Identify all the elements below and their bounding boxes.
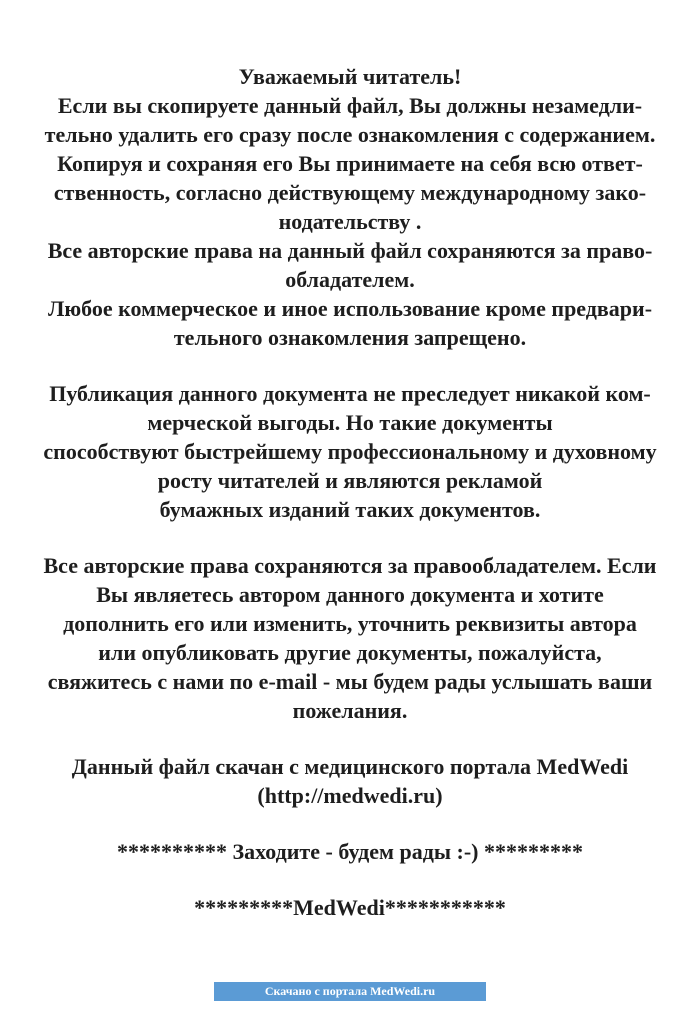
paragraph-2-line: росту читателей и являются рекламой: [157, 468, 543, 493]
source-link[interactable]: (http://medwedi.ru): [257, 783, 443, 808]
paragraph-1-line: ственность, согласно действующему международному зако-: [53, 180, 647, 205]
paragraph-2-line: мерческой выгоды. Но такие документы: [147, 410, 553, 435]
paragraph-1-line: Любое коммерческое и иное использование кроме предвари-: [47, 296, 653, 321]
paragraph-gap: [0, 866, 700, 893]
invite-line: ********** Заходите - будем рады :-) *********: [116, 839, 584, 864]
download-source-banner[interactable]: Скачано с портала MedWedi.ru: [214, 982, 486, 1001]
paragraph-3-line: дополнить его или изменить, уточнить реквизиты автора: [63, 611, 637, 636]
paragraph-2-line: бумажных изданий таких документов.: [159, 497, 541, 522]
paragraph-3-line: Вы являетесь автором данного документа и хотите: [96, 582, 604, 607]
paragraph-3-line: или опубликовать другие документы, пожалуйста,: [98, 640, 602, 665]
copyright-notice: [0, 62, 700, 922]
paragraph-gap: [0, 810, 700, 837]
paragraph-2-line: способствуют быстрейшему профессиональному и духовному: [43, 439, 657, 464]
signature-line: *********MedWedi***********: [194, 895, 506, 920]
source-line: Данный файл скачан с медицинского портала MedWedi: [71, 754, 629, 779]
paragraph-1-line: тельного ознакомления запрещено.: [173, 325, 527, 350]
paragraph-1-line: тельно удалить его сразу после ознакомления с содержанием.: [44, 122, 656, 147]
paragraph-1-line: Все авторские права на данный файл сохраняются за право-: [47, 238, 653, 263]
paragraph-1-line: Если вы скопируете данный файл, Вы должны незамедли-: [57, 93, 643, 118]
paragraph-gap: [0, 352, 700, 379]
paragraph-1-line: Копируя и сохраняя его Вы принимаете на себя всю ответ-: [57, 151, 643, 176]
paragraph-gap: [0, 725, 700, 752]
greeting: Уважаемый читатель!: [238, 64, 462, 89]
paragraph-3-line: пожелания.: [292, 698, 408, 723]
paragraph-3-line: свяжитесь с нами по e-mail - мы будем рады услышать ваши: [47, 669, 653, 694]
paragraph-gap: [0, 524, 700, 551]
paragraph-1-line: обладателем.: [285, 267, 415, 292]
paragraph-2-line: Публикация данного документа не преследует никакой ком-: [49, 381, 651, 406]
paragraph-1-line: нодательству .: [278, 209, 422, 234]
paragraph-3-line: Все авторские права сохраняются за правообладателем. Если: [43, 553, 657, 578]
